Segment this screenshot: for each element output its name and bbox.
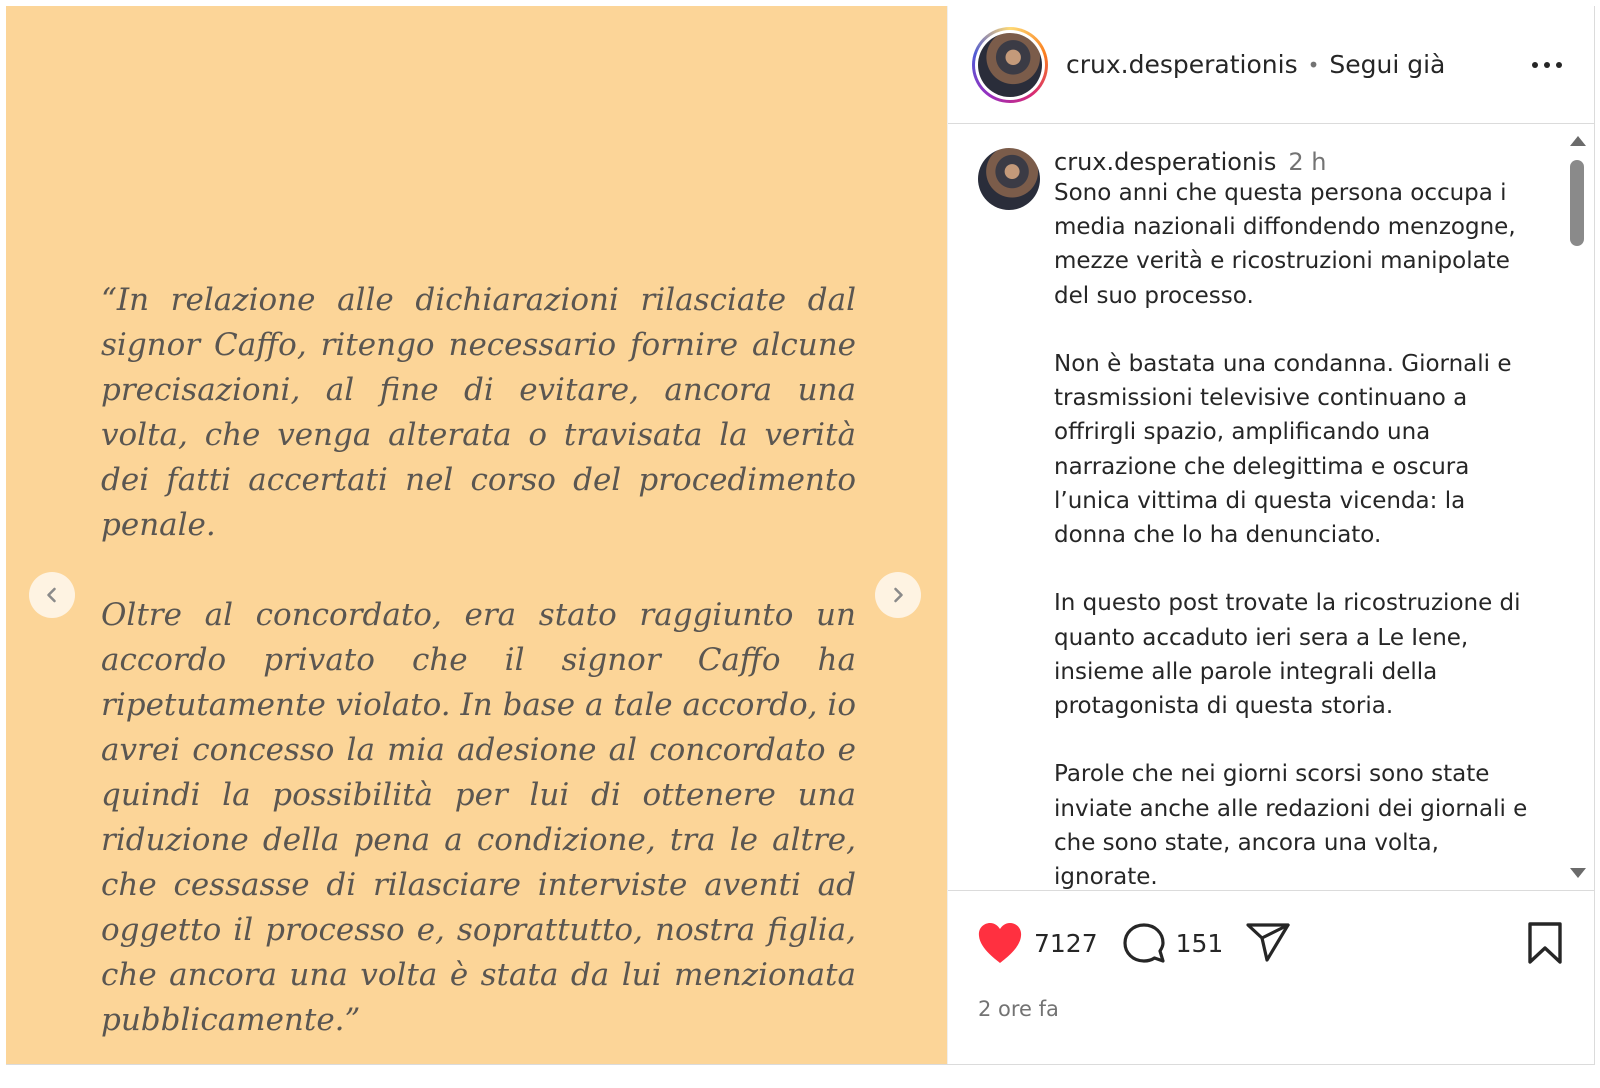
caption-text: Sono anni che questa persona occupa i media nazionali diffondendo menzogne, mezze verità e ricostruzioni manipolate del suo processo. Non è bastata una condanna. Giornali e trasmissioni televisive continuano a offrirgli spazio, amplificando una narrazione che delegittima e oscura l’unica vittima di questa vicenda: la donna che lo ha denunciato. In questo post trovate la ricostruzione di quanto accaduto ieri sera a Le Iene, insieme alle parole integrali della protagonista di questa storia. Parole che nei giorni scorsi sono state inviate anche alle redazioni dei giornali e che sono state, ancora una volta, ignorate. [1054, 180, 1528, 891]
chevron-left-icon [42, 585, 62, 605]
caption-username[interactable]: crux.desperationis [1054, 148, 1277, 176]
comments-count[interactable]: 151 [1175, 928, 1224, 958]
quote-paragraph-1: “In relazione alle dichiarazioni rilasciate dal signor Caffo, ritengo necessario fornire alcune precisazioni, al fine di evitare, ancora una volta, che venga alterata o travisata la verità dei fatti accertati nel corso del procedimento penale. [101, 282, 856, 543]
previous-slide-button[interactable] [29, 572, 75, 618]
post-container [6, 6, 1595, 1065]
more-horizontal-icon [1532, 62, 1538, 68]
post-header [948, 6, 1594, 124]
comments-panel[interactable] [948, 124, 1594, 891]
post-timestamp[interactable]: 2 ore fa [978, 997, 1059, 1021]
more-options-button[interactable] [1524, 54, 1570, 76]
likes-count[interactable]: 7127 [1034, 928, 1098, 958]
share-button[interactable] [1245, 922, 1291, 964]
save-button[interactable] [1526, 921, 1564, 965]
scrollbar-thumb[interactable] [1570, 160, 1584, 246]
comment-icon [1122, 921, 1166, 965]
next-slide-button[interactable] [875, 572, 921, 618]
caption-time[interactable]: 2 h [1288, 148, 1327, 176]
following-button[interactable]: Segui già [1329, 50, 1446, 79]
action-bar [948, 891, 1594, 971]
bookmark-icon [1526, 921, 1564, 965]
like-button[interactable] [976, 921, 1098, 965]
avatar[interactable] [978, 33, 1042, 97]
chevron-right-icon [888, 585, 908, 605]
comment-button[interactable] [1122, 921, 1224, 965]
post-sidebar [947, 6, 1594, 1064]
story-ring[interactable] [972, 27, 1048, 103]
header-separator: • [1307, 52, 1320, 77]
scroll-up-arrow-icon[interactable] [1570, 136, 1586, 146]
quote-paragraph-2: Oltre al concordato, era stato raggiunto un accordo privato che il signor Caffo ha ripetutamente violato. In base a tale accordo, io avrei concesso la mia adesione al concordato e quindi la possibilità per lui di ottenere una riduzione della pena a condizione, tra le altre, che cessasse di rilasciare interviste aventi ad oggetto il processo e, soprattutto, nostra figlia, che ancora una volta è stata da lui menzionata pubblicamente.” [101, 597, 856, 1038]
heart-filled-icon [976, 921, 1024, 965]
header-username[interactable]: crux.desperationis [1066, 50, 1298, 79]
scrollbar[interactable] [1566, 132, 1588, 884]
send-icon [1245, 922, 1291, 964]
quote-text [101, 278, 856, 1088]
post-media[interactable] [6, 6, 947, 1064]
caption-avatar[interactable] [978, 148, 1040, 210]
caption [978, 148, 1544, 891]
scroll-down-arrow-icon[interactable] [1570, 868, 1586, 878]
